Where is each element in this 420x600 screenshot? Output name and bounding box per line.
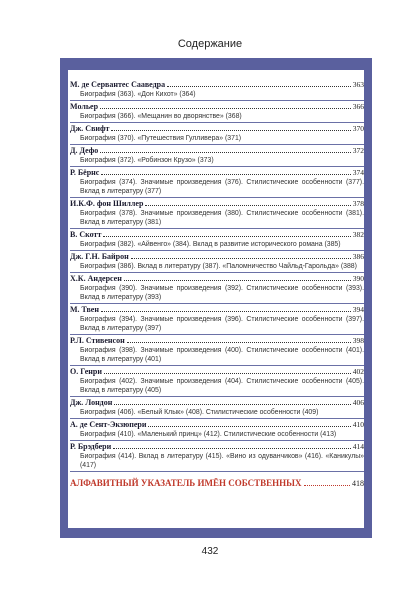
entry-description: Биография (398). Значимые произведения (400). Стилистические особенности (401). Вклад в литературу (401) — [80, 347, 364, 363]
page-number: 432 — [201, 546, 219, 557]
entry-description: Биография (374). Значимые произведения (376). Стилистические особенности (377). Вклад в литературу (377) — [80, 179, 364, 195]
toc-entry[interactable] — [70, 168, 364, 196]
toc-entry[interactable] — [70, 305, 364, 333]
toc-entry[interactable] — [70, 420, 364, 439]
toc-entry-row — [70, 230, 364, 240]
toc-entry[interactable] — [70, 398, 364, 417]
dot-leader — [100, 107, 351, 109]
toc-entry-row — [70, 124, 364, 134]
dot-leader — [104, 372, 351, 374]
dot-leader — [100, 151, 350, 153]
toc-entries — [70, 80, 364, 472]
index-page: 418 — [352, 479, 364, 488]
entry-page-number: 394 — [352, 305, 364, 314]
author-name: М. Твен — [70, 305, 99, 314]
dot-leader — [124, 279, 351, 281]
entry-separator — [70, 396, 364, 397]
entry-separator — [70, 418, 364, 419]
entry-separator — [70, 440, 364, 441]
author-name: Дж. Лондон — [70, 398, 113, 407]
author-name: Р. Бёрнс — [70, 168, 100, 177]
author-name: О. Генри — [70, 367, 102, 376]
entry-separator — [70, 471, 364, 472]
entry-separator — [70, 122, 364, 123]
dot-leader — [167, 85, 351, 87]
toc-entry-row — [70, 168, 364, 178]
dot-leader — [111, 129, 350, 131]
entry-page-number: 382 — [352, 230, 364, 239]
dot-leader — [114, 403, 350, 405]
dot-leader — [148, 425, 350, 427]
author-name: Д. Дефо — [70, 146, 99, 155]
toc-entry[interactable] — [70, 230, 364, 249]
entry-description: Биография (394). Значимые произведения (396). Стилистические особенности (397). Вклад в литературу (397) — [80, 316, 364, 332]
entry-page-number: 386 — [352, 252, 364, 261]
toc-entry-row — [70, 398, 364, 408]
entry-page-number: 370 — [352, 124, 364, 133]
toc-entry-row — [70, 146, 364, 156]
entry-page-number: 414 — [352, 442, 364, 451]
toc-entry[interactable] — [70, 80, 364, 99]
entry-description: Биография (382). «Айвенго» (384). Вклад в развитие исторического романа (385) — [80, 241, 341, 248]
author-name: М. де Сервантес Сааведра — [70, 80, 166, 89]
entry-separator — [70, 334, 364, 335]
entry-separator — [70, 228, 364, 229]
entry-page-number: 374 — [352, 168, 364, 177]
entry-separator — [70, 166, 364, 167]
entry-separator — [70, 100, 364, 101]
toc-entry-row — [70, 252, 364, 262]
toc-entry-row — [70, 305, 364, 315]
table-of-contents — [70, 80, 364, 488]
toc-entry-row — [70, 199, 364, 209]
entry-page-number: 363 — [352, 80, 364, 89]
dot-leader — [127, 341, 351, 343]
entry-page-number: 402 — [352, 367, 364, 376]
dot-leader — [304, 484, 351, 486]
entry-page-number: 378 — [352, 199, 364, 208]
entry-separator — [70, 303, 364, 304]
entry-description: Биография (363). «Дон Кихот» (364) — [80, 91, 196, 98]
toc-entry[interactable] — [70, 102, 364, 121]
author-name: Мольер — [70, 102, 99, 111]
author-name: А. де Сент-Экзюпери — [70, 420, 147, 429]
index-entry[interactable] — [70, 478, 364, 488]
dot-leader — [113, 447, 351, 449]
entry-page-number: 366 — [352, 102, 364, 111]
entry-page-number: 406 — [352, 398, 364, 407]
entry-separator — [70, 197, 364, 198]
author-name: Дж. Г.Н. Байрон — [70, 252, 129, 261]
entry-description: Биография (402). Значимые произведения (404). Стилистические особенности (405). Вклад в литературу (405) — [80, 378, 364, 394]
toc-entry-row — [70, 336, 364, 346]
entry-page-number: 398 — [352, 336, 364, 345]
author-name: Р. Брэдбери — [70, 442, 112, 451]
entry-description: Биография (366). «Мещанин во дворянстве» (368) — [80, 113, 242, 120]
entry-description: Биография (406). «Белый Клык» (408). Стилистические особенности (409) — [80, 409, 319, 416]
toc-entry[interactable] — [70, 367, 364, 395]
entry-description: Биография (414). Вклад в литературу (415). «Вино из одуванчиков» (416). «Каникулы» (417) — [80, 453, 364, 469]
index-title: АЛФАВИТНЫЙ УКАЗАТЕЛЬ ИМЁН СОБСТВЕННЫХ — [70, 478, 302, 488]
entry-separator — [70, 144, 364, 145]
toc-entry-row — [70, 274, 364, 284]
entry-description: Биография (372). «Робинзон Крузо» (373) — [80, 157, 214, 164]
author-name: Х.К. Андерсен — [70, 274, 122, 283]
entry-description: Биография (390). Значимые произведения (392). Стилистические особенности (393). Вклад в литературу (393) — [80, 285, 364, 301]
dot-leader — [101, 173, 350, 175]
dot-leader — [145, 204, 350, 206]
entry-separator — [70, 272, 364, 273]
dot-leader — [131, 257, 351, 259]
toc-entry-row — [70, 80, 364, 90]
entry-description: Биография (370). «Путешествия Гулливера» (371) — [80, 135, 242, 142]
author-name: Р.Л. Стивенсон — [70, 336, 125, 345]
author-name: Дж. Свифт — [70, 124, 110, 133]
toc-entry-row — [70, 367, 364, 377]
entry-description: Биография (410). «Маленький принц» (412). Стилистические особенности (413) — [80, 431, 337, 438]
page-header: Содержание — [177, 38, 243, 50]
toc-entry[interactable] — [70, 199, 364, 227]
toc-entry[interactable] — [70, 274, 364, 302]
toc-entry[interactable] — [70, 442, 364, 470]
toc-entry-row — [70, 102, 364, 112]
dot-leader — [101, 310, 351, 312]
toc-entry[interactable] — [70, 124, 364, 143]
entry-separator — [70, 250, 364, 251]
entry-page-number: 372 — [352, 146, 364, 155]
entry-description: Биография (378). Значимые произведения (380). Стилистические особенности (381). Вклад в литературу (381) — [80, 210, 364, 226]
toc-entry[interactable] — [70, 252, 364, 271]
entry-page-number: 390 — [352, 274, 364, 283]
author-name: И.К.Ф. фон Шиллер — [70, 199, 144, 208]
entry-page-number: 410 — [352, 420, 364, 429]
entry-description: Биография (386). Вклад в литературу (387). «Паломничество Чайльд-Гарольда» (388) — [80, 263, 357, 270]
toc-entry-row — [70, 442, 364, 452]
toc-entry-row — [70, 420, 364, 430]
toc-entry[interactable] — [70, 146, 364, 165]
entry-separator — [70, 365, 364, 366]
dot-leader — [103, 235, 350, 237]
author-name: В. Скотт — [70, 230, 102, 239]
toc-entry[interactable] — [70, 336, 364, 364]
